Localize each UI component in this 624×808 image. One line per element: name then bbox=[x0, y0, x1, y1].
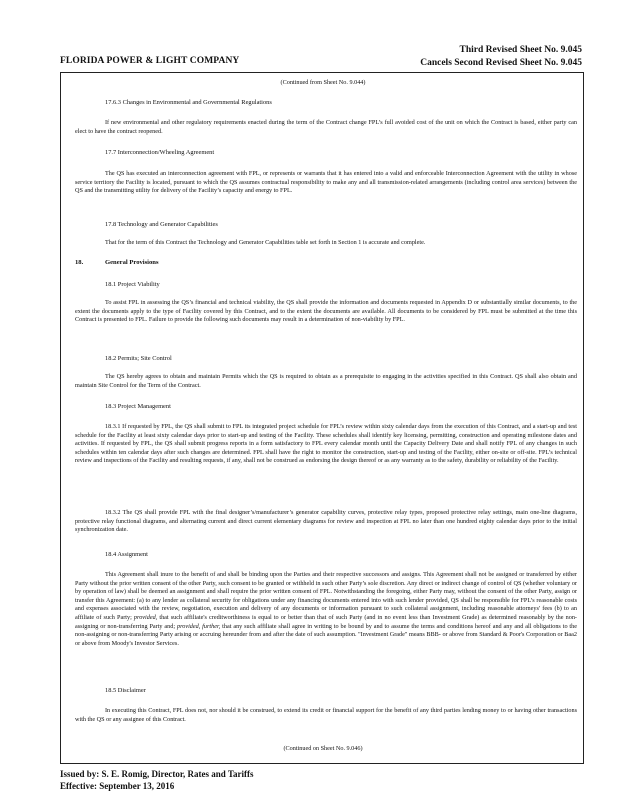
company-name: FLORIDA POWER & LIGHT COMPANY bbox=[60, 56, 240, 66]
heading-18-2: 18.2 Permits; Site Control bbox=[105, 355, 172, 362]
para-18-5: In executing this Contract, FPL does not, nor should it be construed, to extend its credit or financial support for the benefit of any third parties lending money to or having other transactions with the QS or any assignee of this Contract. bbox=[75, 707, 577, 723]
assignment-italic-2: provided, further, bbox=[176, 622, 221, 630]
heading-18-5: 18.5 Disclaimer bbox=[105, 687, 146, 694]
cancels-sheet: Cancels Second Revised Sheet No. 9.045 bbox=[420, 58, 582, 68]
sheet-header bbox=[420, 44, 582, 70]
heading-18-4: 18.4 Assignment bbox=[105, 551, 148, 558]
issuance-footer bbox=[60, 768, 254, 792]
continued-on: (Continued on Sheet No. 9.046) bbox=[283, 745, 363, 752]
continued-from: (Continued from Sheet No. 9.044) bbox=[280, 79, 366, 86]
assignment-text-2: that such affiliate's creditworthiness is equal to or better than that of such Party (and in no event less than Investment Grade) as determined reasonably by the non-assigning or non-transferring Party and; bbox=[75, 613, 577, 630]
para-18-2: The QS hereby agrees to obtain and maintain Permits which the QS is required to obtain as a prerequisite to engaging in the activities specified in this Contract. QS shall also obtain and maintain Site Control for the Term of the Contract. bbox=[75, 373, 577, 389]
section-18-number: 18. bbox=[75, 259, 84, 266]
para-18-3-2: 18.3.2 The QS shall provide FPL with the final designer’s/manufacturer’s generator capability curves, protective relay types, proposed protective relay settings, main one-line diagrams, protective relay functional diagrams, and alternating current and direct current elementary diagrams for review and inspection at FPL no later than one hundred eighty calendar days prior to the initial synchronization date. bbox=[75, 509, 577, 534]
heading-17-7: 17.7 Interconnection/Wheeling Agreement bbox=[105, 149, 215, 156]
assignment-text-1: This Agreement shall inure to the benefit of and shall be binding upon the Parties and their respective successors and assigns. This Agreement shall not be assigned or transferred by either Party without the prior written consent of the other Party, such consent to be granted or withheld in such other Party’s sole discretion. Any direct or indirect change of control of QS (whether voluntary or by operation of law) shall be deemed an assignment and shall require the prior written consent of FPL. Notwithstanding the foregoing, either Party may, without the consent of the other Party, assign or transfer this Agreement: (a) to any lender as collateral security for obligations under any financing documents entered into with such lender provided, QS shall be responsible for FPL’s reasonable costs and expenses associated with the review, negotiation, execution and delivery of any documents or information pursuant to such collateral assignment, including reasonable attorneys' fees (b) to an affiliate of such Party; bbox=[75, 571, 577, 621]
heading-18-1: 18.1 Project Viability bbox=[105, 281, 160, 288]
issued-by: Issued by: S. E. Romig, Director, Rates and Tariffs bbox=[60, 769, 254, 779]
document-body bbox=[60, 72, 584, 764]
para-17-6-3: If new environmental and other regulatory requirements enacted during the term of the Contract change FPL’s full avoided cost of the unit on which the Contract is based, either party can elect to have the contract reopened. bbox=[75, 119, 577, 135]
heading-17-8: 17.8 Technology and Generator Capabilities bbox=[105, 221, 218, 228]
assignment-text-3: that any such affiliate shall agree in writing to be bound by and to assume the terms and conditions hereof and any and all obligations to the non-assigning or non-transferring Party arising or accruing hereunder from and after the date of such assumption. "Investment Grade" means BBB- or above from Standard & Poor's Corporation or Baa2 or above from Moody's Investor Services. bbox=[75, 622, 577, 647]
heading-17-6-3: 17.6.3 Changes in Environmental and Governmental Regulations bbox=[105, 99, 272, 106]
para-17-7: The QS has executed an interconnection agreement with FPL, or represents or warrants that it has entered into a valid and enforceable Interconnection Agreement with the utility in whose service territory the Facility is located, pursuant to which the QS assumes contractual responsibility to make any and all transmission-related arrangements (including control area services) between the QS and the transmitting utility for delivery of the Facility’s capacity and energy to FPL. bbox=[75, 170, 577, 195]
sheet-number: Third Revised Sheet No. 9.045 bbox=[459, 45, 582, 55]
section-18-title: General Provisions bbox=[105, 259, 159, 266]
heading-18-3: 18.3 Project Management bbox=[105, 403, 171, 410]
para-17-8: That for the term of this Contract the Technology and Generator Capabilities table set forth in Section 1 is accurate and complete. bbox=[105, 239, 426, 246]
para-18-3-1: 18.3.1 If requested by FPL, the QS shall submit to FPL its integrated project schedule for FPL’s review within sixty calendar days from the execution of this Contract, and a start-up and test schedule for the Facility at least sixty calendar days prior to start-up and testing of the Facility. These schedules shall identify key licensing, permitting, construction and operating milestone dates and activities. If requested by FPL, the QS shall submit progress reports in a form satisfactory to FPL every calendar month until the Capacity Delivery Date and shall notify FPL of any changes in such schedules within ten calendar days after such changes are determined. FPL shall have the right to monitor the construction, start-up and testing of the Facility, either on-site or off-site. FPL’s technical review and inspections of the Facility and resulting requests, if any, shall not be construed as endorsing the design thereof or as any warranty as to the safety, durability or reliability of the Facility. bbox=[75, 423, 577, 465]
para-18-4 bbox=[75, 571, 577, 648]
effective-date: Effective: September 13, 2016 bbox=[60, 781, 175, 791]
assignment-italic-1: provided, bbox=[133, 613, 158, 621]
para-18-1: To assist FPL in assessing the QS’s financial and technical viability, the QS shall provide the information and documents requested in Appendix D or substantially similar documents, to the extent the documents apply to the type of Facility covered by this Contract, and to the extent the documents are available. All documents to be considered by FPL must be submitted at the time this Contract is presented to FPL. Failure to provide the following such documents may result in a determination of non-viability by FPL. bbox=[75, 299, 577, 324]
